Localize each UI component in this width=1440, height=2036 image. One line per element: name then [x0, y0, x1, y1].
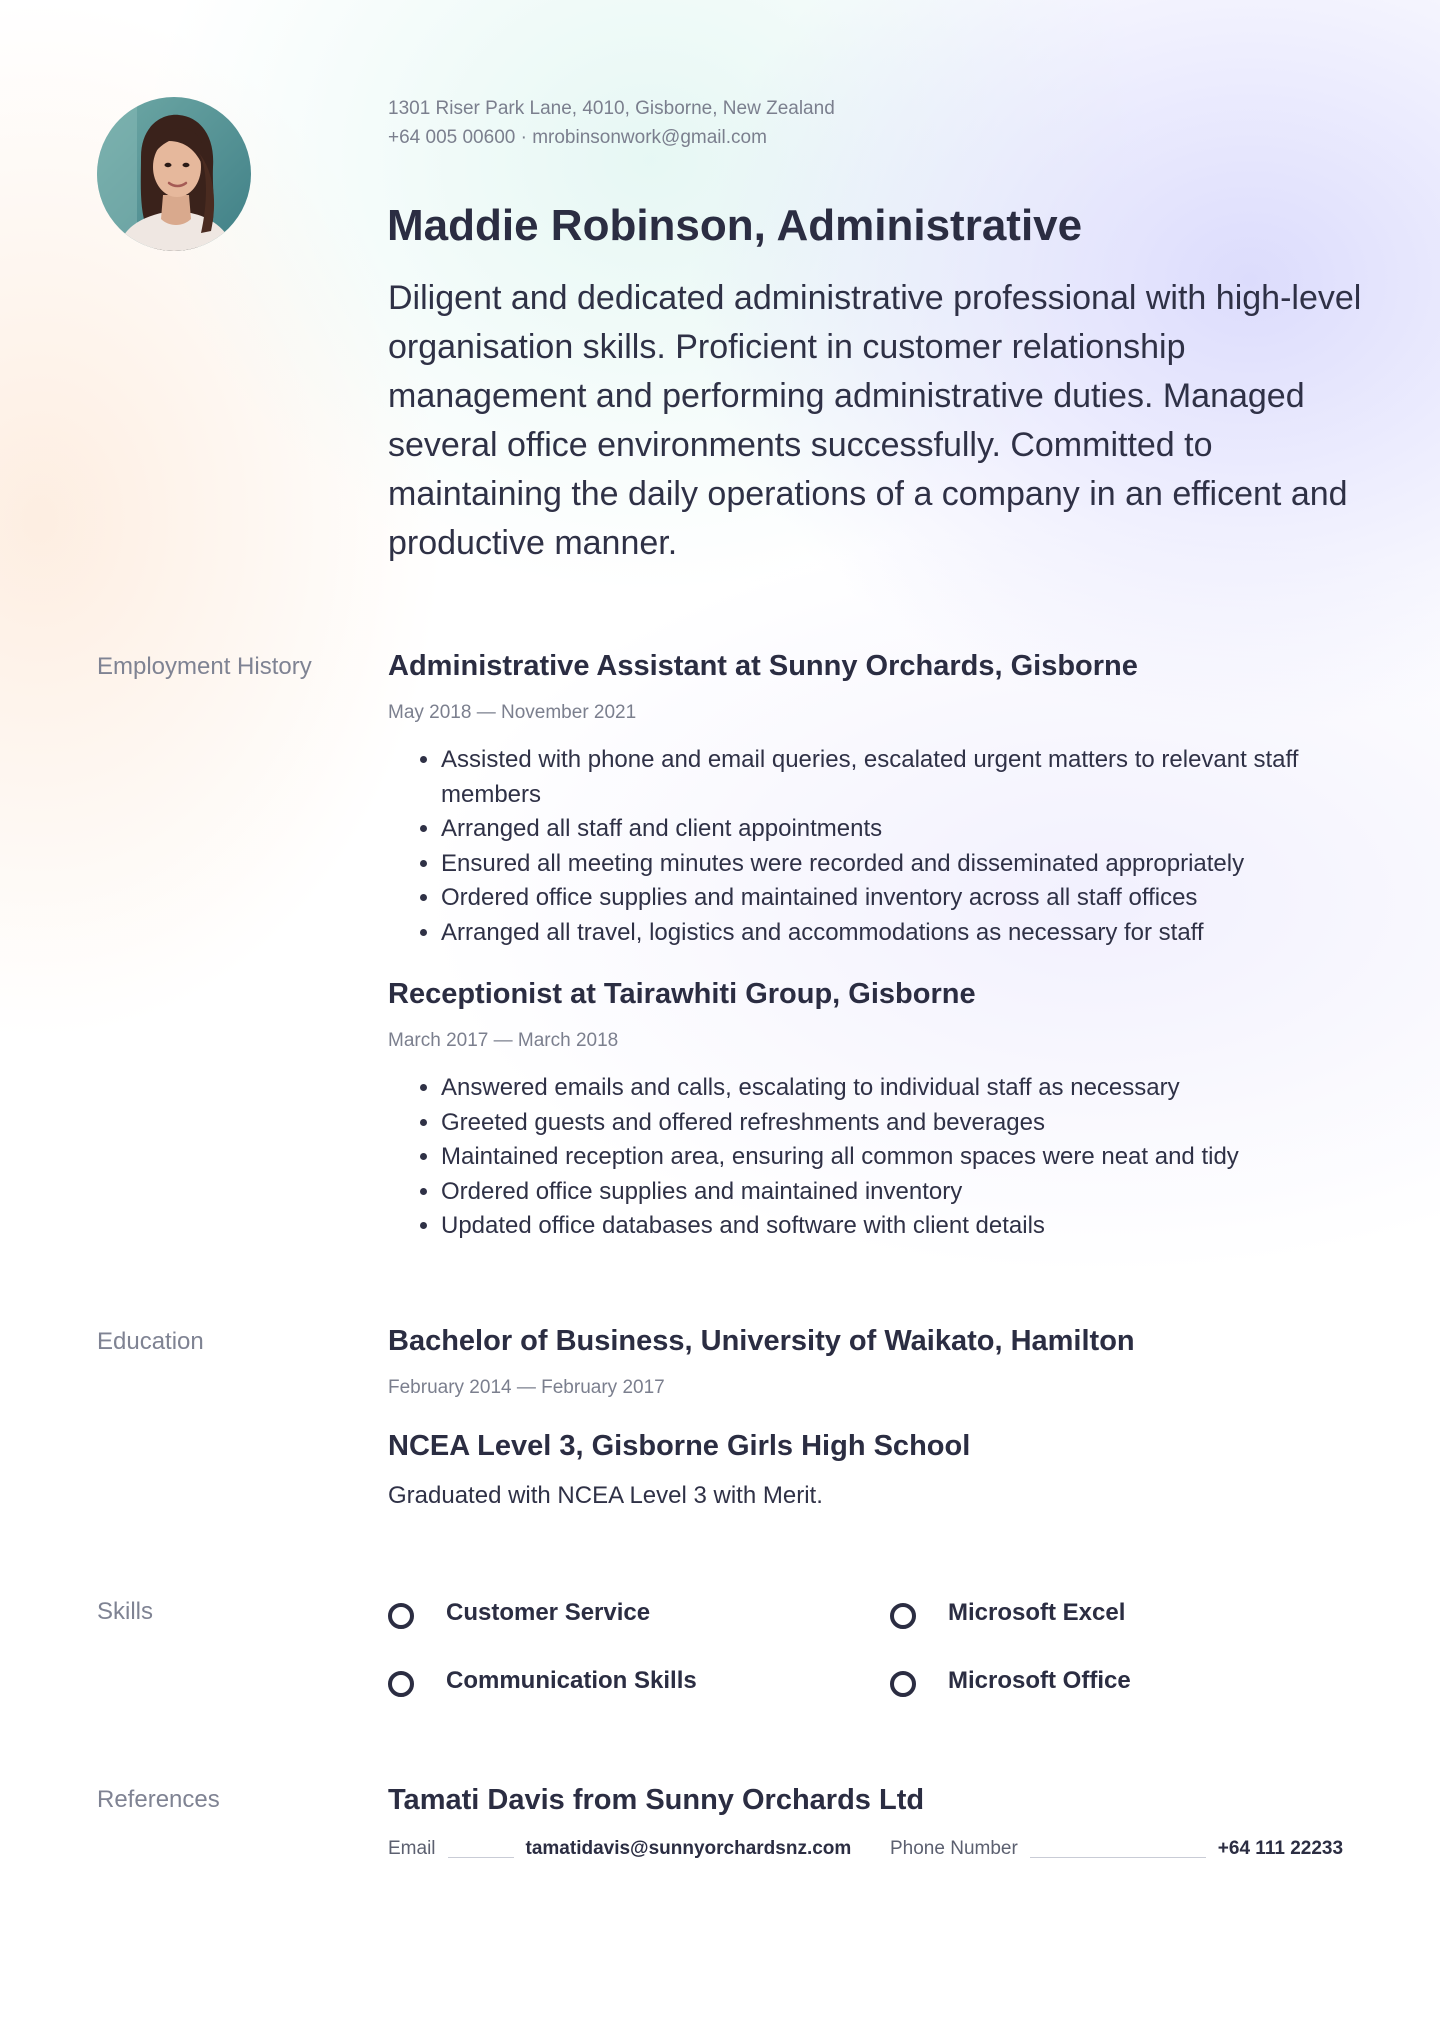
education-title: Bachelor of Business, University of Waikato, Hamilton [388, 1325, 1135, 1357]
avatar [97, 97, 251, 251]
skill-name: Microsoft Excel [948, 1599, 1126, 1626]
education-description: Graduated with NCEA Level 3 with Merit. [388, 1482, 823, 1509]
list-item: • Maintained reception area, ensuring all common spaces were neat and tidy [441, 1140, 1328, 1175]
reference-phone-row [890, 1836, 1343, 1862]
skill-name: Customer Service [446, 1599, 651, 1626]
section-label-references: References [97, 1786, 220, 1813]
section-label-skills: Skills [97, 1598, 154, 1625]
reference-email[interactable]: tamatidavis@sunnyorchardsnz.com [525, 1838, 852, 1859]
list-item: • Ordered office supplies and maintained inventory across all staff offices [441, 881, 1328, 916]
list-item: • Arranged all travel, logistics and accommodations as necessary for staff [441, 916, 1328, 951]
skill-item [890, 1665, 1131, 1697]
skill-circle-icon [388, 1603, 414, 1629]
reference-email-row [388, 1836, 851, 1862]
job-dates: March 2017 — March 2018 [388, 1030, 619, 1051]
job-bullets [388, 743, 1328, 950]
skill-name: Communication Skills [446, 1667, 697, 1694]
education-title: NCEA Level 3, Gisborne Girls High School [388, 1430, 971, 1462]
skill-circle-icon [388, 1671, 414, 1697]
divider [448, 1857, 514, 1858]
education-dates: February 2014 — February 2017 [388, 1377, 665, 1398]
list-item: • Greeted guests and offered refreshments and beverages [441, 1106, 1328, 1141]
reference-email-label: Email [388, 1838, 436, 1859]
skill-item [890, 1597, 1125, 1629]
skill-circle-icon [890, 1671, 916, 1697]
section-label-education: Education [97, 1328, 204, 1355]
job-title: Administrative Assistant at Sunny Orchards, Gisborne [388, 650, 1138, 682]
skill-item [388, 1665, 697, 1697]
job-dates: May 2018 — November 2021 [388, 702, 637, 723]
list-item: • Assisted with phone and email queries, escalated urgent matters to relevant staff members [441, 743, 1328, 812]
avatar-photo [97, 97, 251, 251]
job-bullets [388, 1071, 1328, 1244]
skill-circle-icon [890, 1603, 916, 1629]
divider [1030, 1857, 1206, 1858]
list-item: • Arranged all staff and client appointments [441, 812, 1328, 847]
list-item: • Updated office databases and software with client details [441, 1209, 1328, 1244]
section-label-employment: Employment History [97, 653, 312, 680]
skill-item [388, 1597, 650, 1629]
address: 1301 Riser Park Lane, 4010, Gisborne, New Zealand [388, 98, 835, 119]
phone-email: +64 005 00600 · mrobinsonwork@gmail.com [388, 127, 767, 148]
reference-name: Tamati Davis from Sunny Orchards Ltd [388, 1784, 925, 1816]
reference-phone[interactable]: +64 111 22233 [1217, 1838, 1344, 1859]
list-item: • Answered emails and calls, escalating to individual staff as necessary [441, 1071, 1328, 1106]
page-title: Maddie Robinson, Administrative [387, 201, 1083, 250]
reference-phone-label: Phone Number [890, 1838, 1018, 1859]
job-title: Receptionist at Tairawhiti Group, Gisborne [388, 978, 976, 1010]
list-item: • Ordered office supplies and maintained inventory [441, 1175, 1328, 1210]
list-item: • Ensured all meeting minutes were recorded and disseminated appropriately [441, 847, 1328, 882]
profile-summary: Diligent and dedicated administrative professional with high-level organisation skills. Proficient in customer relationship management and performing administrative duties. Managed several office environments successfully. Committed to maintaining the daily operations of a company in an efficent and productive manner. [388, 279, 1362, 562]
skill-name: Microsoft Office [948, 1667, 1131, 1694]
contact-info [388, 94, 835, 152]
